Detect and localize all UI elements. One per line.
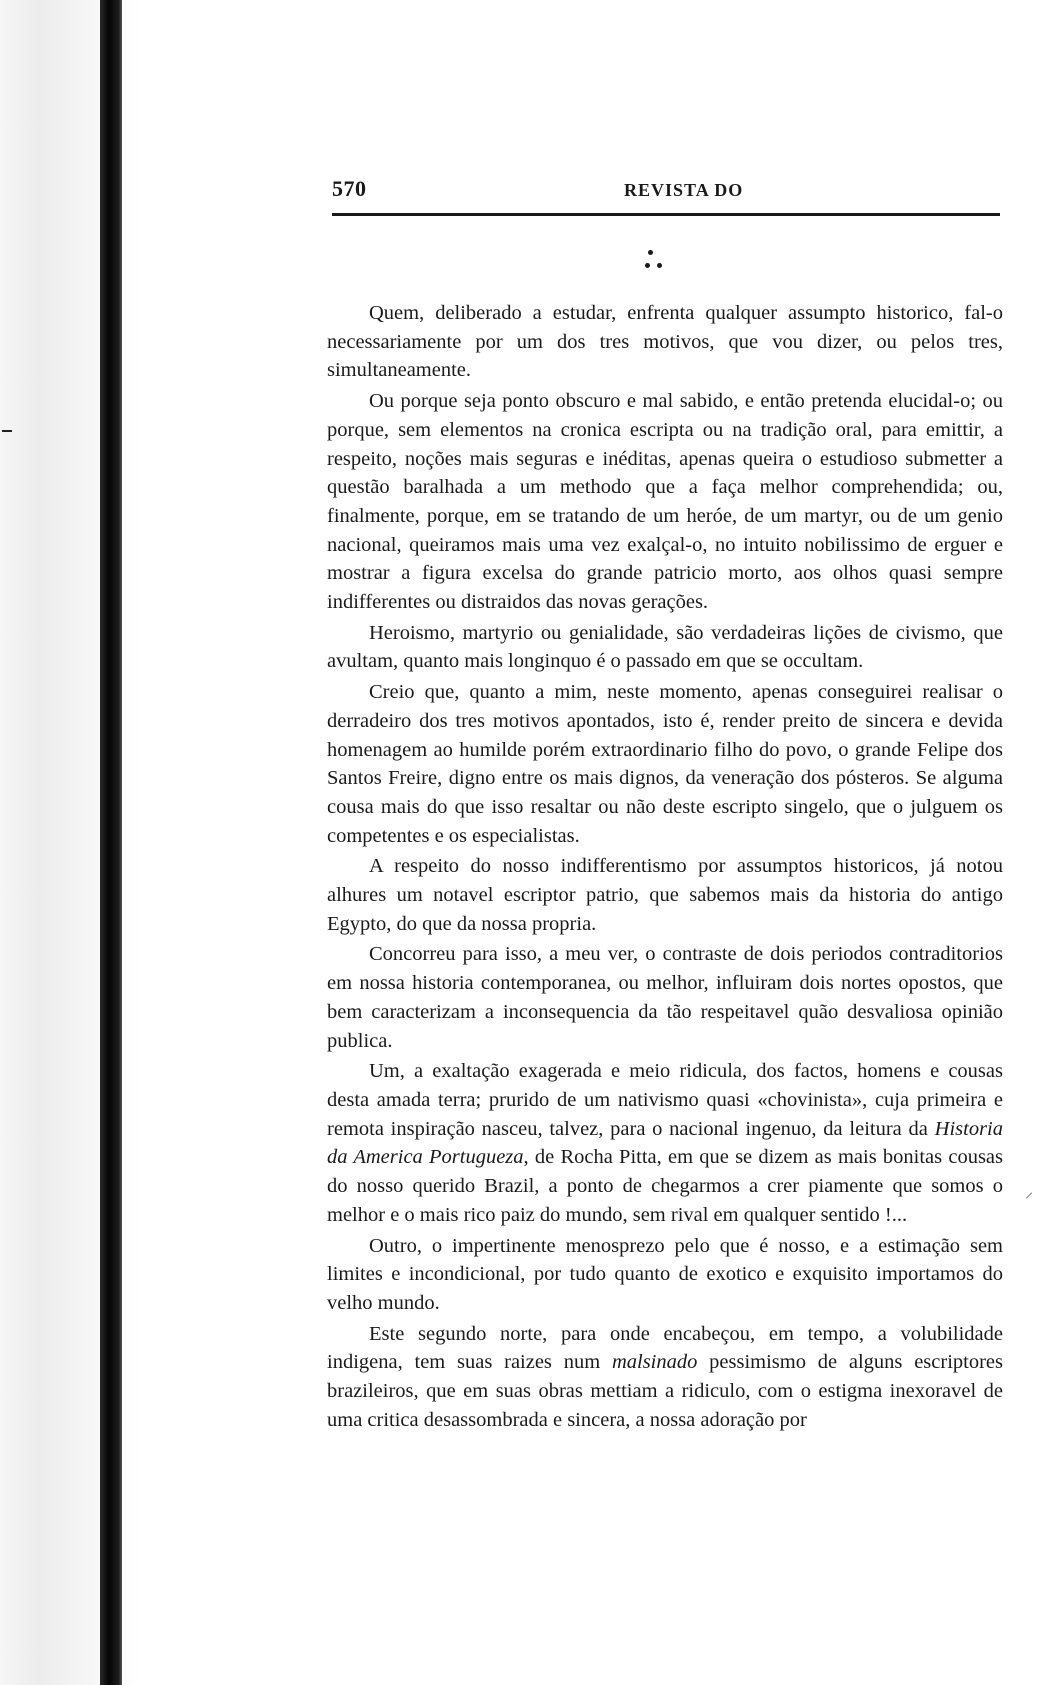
paragraph <box>327 1232 1003 1318</box>
section-ornament <box>645 250 675 280</box>
paragraph <box>327 387 1003 617</box>
page-header <box>332 176 1000 216</box>
italic-title: malsinado <box>611 1351 698 1374</box>
paragraph <box>327 852 1003 938</box>
paragraph <box>327 940 1003 1055</box>
margin-speck <box>2 430 12 432</box>
page-number: 570 <box>332 176 367 201</box>
paragraph-text: Um, a exaltação exagerada e meio ridicula, dos factos, homens e cousas desta amada terra; prurido de um nativismo quasi «chovinista», cuja primeira e remota inspiração nasceu, talvez, para o nacional ingenuo, da leitura da <box>327 1060 1003 1140</box>
paragraph <box>327 299 1003 385</box>
paragraph-text: Ou porque seja ponto obscuro e mal sabido, e então pretenda elucidal-o; ou porque, sem elementos na cronica escripta ou na tradição oral, para emittir, a respeito, noções mais seguras e inéditas, apenas queira o estudioso submetter a questão baralhada a um methodo que a faça melhor comprehendida; ou, finalmente, porque, em se tratando de um heróe, de um martyr, ou de um genio nacional, queiramos mais uma vez exalçal-o, no intuito nobilissimo de erguer e mostrar a figura excelsa do grande patricio morto, aos olhos quasi sempre indifferentes ou distraidos das novas gerações. <box>327 390 1003 614</box>
header-rule <box>332 213 1000 216</box>
article-body <box>327 299 1003 1436</box>
paragraph <box>327 678 1003 850</box>
paragraph-text: , de Rocha Pitta, em que se dizem as mais bonitas cousas do nosso querido Brazil, a ponto de chegarmos a crer piamente que somos o melhor e o mais rico paiz do mundo, sem rival em qualquer sentido !... <box>327 1146 1003 1226</box>
book-binding-margin <box>0 0 140 1685</box>
margin-pencil-mark <box>1026 1192 1032 1198</box>
italic-title: Historia da America Portugueza <box>327 1117 1003 1169</box>
paragraph-text: Heroismo, martyrio ou genialidade, são verdadeiras lições de civismo, que avultam, quanto mais longinquo é o passado em que se occultam. <box>327 621 1003 673</box>
paragraph <box>327 1057 1003 1229</box>
paragraph <box>327 1320 1003 1435</box>
paragraph <box>327 619 1003 676</box>
paragraph-text: Este segundo norte, para onde encabeçou, em tempo, a volubilidade indigena, tem suas raizes num <box>327 1322 1003 1374</box>
binding-shadow <box>100 0 122 1685</box>
paragraph-text: Creio que, quanto a mim, neste momento, apenas conseguirei realisar o derradeiro dos tres motivos apontados, isto é, render preito de sincera e devida homenagem ao humilde porém extraordinario filho do povo, o grande Felipe dos Santos Freire, digno entre os mais dignos, da veneração dos pósteros. Se alguma cousa mais do que isso resaltar ou não deste escripto singelo, que o julguem os competentes e os especialistas. <box>327 681 1003 847</box>
paragraph-text: Quem, deliberado a estudar, enfrenta qualquer assumpto historico, fal-o necessariamente por um dos tres motivos, que vou dizer, ou pelos tres, simultaneamente. <box>327 302 1003 382</box>
paragraph-text: Outro, o impertinente menosprezo pelo que é nosso, e a estimação sem limites e incondicional, por tudo quanto de exotico e exquisito importamos do velho mundo. <box>327 1234 1003 1314</box>
paragraph-text: Concorreu para isso, a meu ver, o contraste de dois periodos contraditorios em nossa historia contemporanea, ou melhor, influiram dois nortes opostos, que bem caracterizam a inconsequencia da tão respeitavel quão desvaliosa opinião publica. <box>327 943 1003 1052</box>
running-head: REVISTA DO <box>624 180 744 200</box>
paragraph-text: pessimismo de alguns escriptores brazileiros, que em suas obras mettiam a ridiculo, com o estigma inexoravel de uma critica desassombrada e sincera, a nossa adoração por <box>327 1351 1003 1431</box>
paragraph-text: A respeito do nosso indifferentismo por assumptos historicos, já notou alhures um notavel escriptor patrio, que sabemos mais da historia do antigo Egypto, do que da nossa propria. <box>327 855 1003 935</box>
